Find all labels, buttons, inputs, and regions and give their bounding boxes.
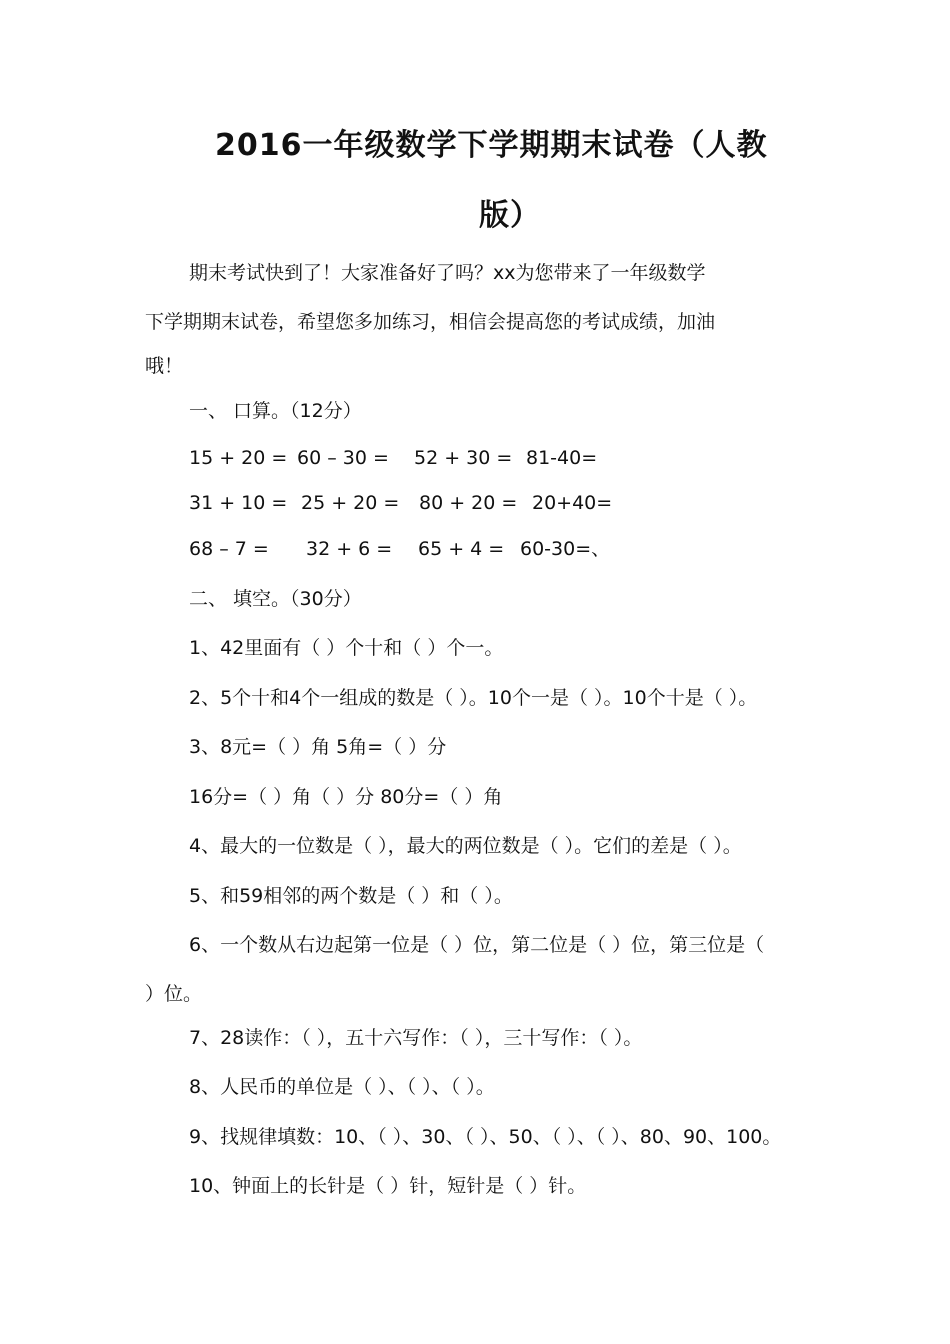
intro-line-1: 期末考试快到了！大家准备好了吗？xx为您带来了一年级数学 <box>189 262 706 284</box>
section-heading-fill-blanks: 二、 填空。（30分） <box>189 588 362 610</box>
calc-item: 60-30=、 <box>520 538 611 560</box>
question-item-continuation: ）位。 <box>145 983 203 1005</box>
question-item: 1、42里面有（ ）个十和（ ）个一。 <box>189 637 504 659</box>
calc-item: 20+40= <box>532 492 613 514</box>
question-item: 7、28读作：（ ），五十六写作：（ ），三十写作：（ ）。 <box>189 1027 643 1049</box>
calc-item: 32 + 6 = <box>306 538 393 560</box>
calc-item: 15 + 20 = <box>189 447 288 469</box>
question-item: 3、8元=（ ）角 5角=（ ）分 <box>189 736 447 758</box>
question-item: 16分=（ ）角（ ）分 80分=（ ）角 <box>189 786 503 808</box>
question-item: 10、钟面上的长针是（ ）针，短针是（ ）针。 <box>189 1175 587 1197</box>
calc-item: 68 – 7 = <box>189 538 269 560</box>
intro-line-2: 下学期期末试卷，希望您多加练习，相信会提高您的考试成绩，加油 <box>145 311 716 333</box>
question-item: 9、找规律填数：10、（ ）、30、（ ）、50、（ ）、（ ）、80、90、100。 <box>189 1126 782 1148</box>
calc-item: 80 + 20 = <box>419 492 518 514</box>
question-item: 6、一个数从右边起第一位是（ ）位，第二位是（ ）位，第三位是（ <box>189 934 765 956</box>
intro-line-3: 哦！ <box>145 355 184 377</box>
calc-item: 52 + 30 = <box>414 447 513 469</box>
section-heading-mental-math: 一、 口算。（12分） <box>189 400 362 422</box>
question-item: 8、人民币的单位是（ ）、（ ）、（ ）。 <box>189 1076 495 1098</box>
question-item: 5、和59相邻的两个数是（ ）和（ ）。 <box>189 885 513 907</box>
document-title-line-2: 版） <box>479 198 541 233</box>
calc-item: 25 + 20 = <box>301 492 400 514</box>
calc-item: 60 – 30 = <box>297 447 389 469</box>
question-item: 4、最大的一位数是（ ），最大的两位数是（ ）。它们的差是（ ）。 <box>189 835 742 857</box>
calc-item: 31 + 10 = <box>189 492 288 514</box>
document-title-line-1: 2016一年级数学下学期期末试卷（人教 <box>215 128 768 163</box>
question-item: 2、5个十和4个一组成的数是（ ）。10个一是（ ）。10个十是（ ）。 <box>189 687 758 709</box>
calc-item: 65 + 4 = <box>418 538 505 560</box>
calc-item: 81-40= <box>526 447 598 469</box>
